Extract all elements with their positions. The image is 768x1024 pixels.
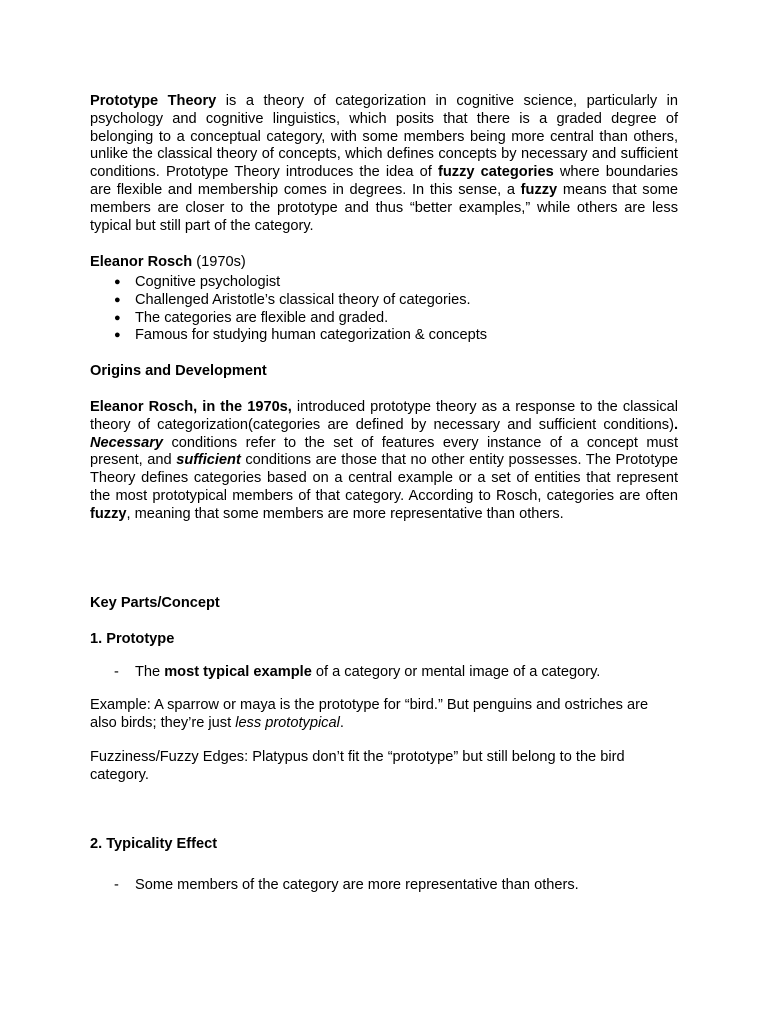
fuzzy-categories-term: fuzzy categories bbox=[438, 164, 554, 181]
prototype-example: Example: A sparrow or maya is the prototype for “bird.” But penguins and ostriches are also birds; they’re just less prototypical. bbox=[90, 697, 649, 731]
rosch-bullet-list bbox=[90, 274, 678, 345]
list-item: ● The categories are flexible and graded. bbox=[90, 310, 678, 328]
origins-paragraph: Eleanor Rosch, in the 1970s, introduced prototype theory as a response to the classical theory of categorization(categories are defined by necessary and sufficient conditions). Necessary conditions refer to the set of features every instance of a concept must present, and sufficient conditions are those that no other entity possesses. The Prototype Theory defines categories based on a central example or a set of entities that represent the most prototypical members of that category. According to Rosch, categories are often fuzzy, meaning that some members are more representative than others. bbox=[90, 399, 678, 522]
fuzziness-paragraph: Fuzziness/Fuzzy Edges: Platypus don’t fit the “prototype” but still belong to the bird category. bbox=[90, 749, 625, 783]
prototype-definition: - The most typical example of a category or mental image of a category. bbox=[90, 664, 723, 682]
prototype-theory-term: Prototype Theory bbox=[90, 93, 217, 109]
fuzzy-term: fuzzy bbox=[520, 181, 558, 198]
intro-paragraph: Prototype Theory is a theory of categorization in cognitive science, particularly in psychology and cognitive linguistics, which posits that there is a graded degree of belonging to a conceptual category, with some members being more central than others, unlike the classical theory of concepts, which defines concepts by necessary and sufficient conditions. Prototype Theory introduces the idea of fuzzy categories where boundaries are flexible and membership comes in degrees. In this sense, a fuzzy means that some members are closer to the prototype and thus “better examples,” while others are less typical but still part of the category. bbox=[90, 93, 679, 234]
list-item: ● Challenged Aristotle’s classical theory of categories. bbox=[90, 292, 678, 310]
rosch-heading: Eleanor Rosch (1970s) bbox=[90, 254, 246, 270]
prototype-heading: 1. Prototype bbox=[90, 631, 175, 647]
sufficient-term: sufficient bbox=[176, 452, 241, 469]
necessary-term: Necessary bbox=[90, 434, 164, 451]
list-item: ● Famous for studying human categorization & concepts bbox=[90, 327, 678, 345]
list-item: ● Cognitive psychologist bbox=[90, 274, 678, 292]
fuzzy-term: fuzzy bbox=[90, 505, 127, 522]
key-parts-heading: Key Parts/Concept bbox=[90, 595, 220, 611]
typicality-heading: 2. Typicality Effect bbox=[90, 836, 218, 852]
origins-heading: Origins and Development bbox=[90, 363, 267, 379]
typicality-definition: - Some members of the category are more representative than others. bbox=[90, 877, 723, 895]
